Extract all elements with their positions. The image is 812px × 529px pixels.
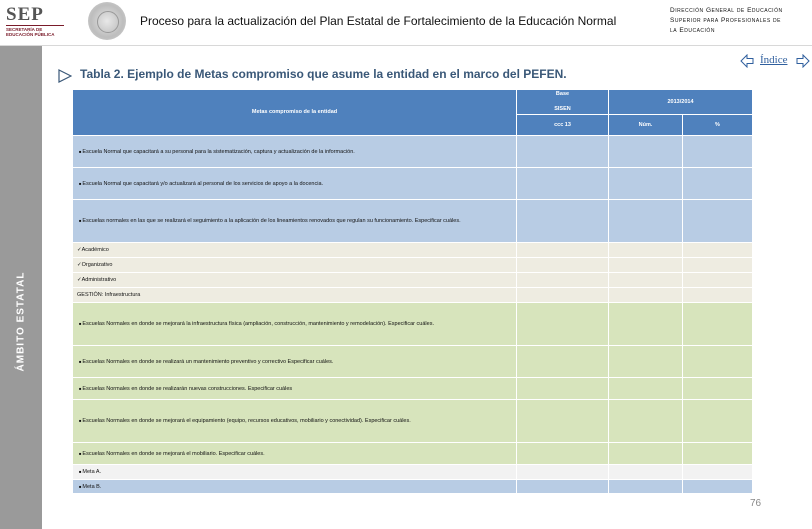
row-value-cell[interactable] [609,465,683,480]
row-value-cell[interactable] [609,480,683,494]
header-meta: Metas compromiso de la entidad [73,90,517,136]
row-value-cell[interactable] [609,346,683,378]
table-row [73,443,753,465]
row-value-cell[interactable] [517,136,609,168]
row-value-cell[interactable] [683,443,753,465]
row-value-cell[interactable] [609,136,683,168]
row-value-cell[interactable] [517,168,609,200]
row-value-cell[interactable] [683,288,753,303]
row-value-cell[interactable] [683,136,753,168]
row-goal-label: Escuelas Normales en donde se realizarán nuevas construcciones. Especificar cuáles [82,385,293,392]
sep-logo [6,4,68,42]
table-row [73,480,753,494]
table-row [73,200,753,243]
dgesu-label [670,6,810,36]
sep-logo-subtitle: SECRETARÍA DE EDUCACIÓN PÚBLICA [6,27,55,37]
header-num: Núm. [609,115,683,136]
triangle-marker-icon [58,69,72,83]
table-row [73,400,753,443]
row-value-cell[interactable] [683,400,753,443]
row-value-cell[interactable] [517,200,609,243]
table-row [73,258,753,273]
row-value-cell[interactable] [517,480,609,494]
row-goal-label: Meta B. [82,483,102,490]
sep-logo-text: SEP [6,4,44,25]
row-value-cell[interactable] [683,258,753,273]
row-goal-label: ✓Organizativo [77,261,113,268]
row-value-cell[interactable] [609,243,683,258]
header-pct: % [683,115,753,136]
row-goal-label: ✓Académico [77,246,109,253]
row-value-cell[interactable] [609,288,683,303]
row-goal-text [73,200,517,243]
row-goal-text [73,303,517,346]
row-value-cell[interactable] [683,168,753,200]
sidebar [0,46,42,529]
row-goal-label: Escuelas Normales en donde se realizará un mantenimiento preventivo y correctivo Especificar cuáles. [82,358,334,365]
table-title: Tabla 2. Ejemplo de Metas compromiso que asume la entidad en el marco del PEFEN. [80,67,567,81]
row-value-cell[interactable] [609,443,683,465]
coat-of-arms-icon [88,2,126,40]
row-value-cell[interactable] [609,273,683,288]
row-value-cell[interactable] [683,303,753,346]
row-value-cell[interactable] [517,303,609,346]
dgesu-line-2: Superior para Profesionales de [670,17,781,24]
row-goal-text [73,136,517,168]
page-number: 76 [750,498,762,509]
header [0,0,812,46]
row-goal-text [73,480,517,494]
row-goal-label: GESTIÓN: Infraestructura [77,291,141,298]
document-title: Proceso para la actualización del Plan Estatal de Fortalecimiento de la Educación Normal [140,14,617,28]
table-row [73,465,753,480]
header-base-line-1: Base [555,91,570,97]
row-goal-text [73,168,517,200]
table-row [73,378,753,400]
table-row [73,136,753,168]
row-value-cell[interactable] [517,243,609,258]
row-value-cell[interactable] [517,465,609,480]
row-value-cell[interactable] [517,378,609,400]
arrow-left-icon[interactable] [740,54,754,68]
row-value-cell[interactable] [683,480,753,494]
goals-table [72,89,752,497]
header-base [517,90,609,115]
table-row [73,346,753,378]
sep-logo-bar [6,25,64,26]
row-goal-text [73,400,517,443]
row-goal-label: Escuelas Normales en donde se mejorará el equipamiento (equipo, recursos educativos, mobiliario y conectividad). Especificar cuáles. [82,418,411,424]
header-base-ccc: ccc 13 [517,115,609,136]
row-value-cell[interactable] [683,243,753,258]
row-goal-text [73,443,517,465]
row-value-cell[interactable] [609,168,683,200]
header-year: 2013/2014 [609,90,753,115]
header-base-line-2: SISEN [554,106,571,112]
row-goal-label: Escuelas Normales en donde se mejorará la infraestructura física (ampliación, construcción, mantenimiento y remodelación). Especificar cuáles. [82,321,434,327]
row-goal-text [73,243,517,258]
row-value-cell[interactable] [517,273,609,288]
row-value-cell[interactable] [683,346,753,378]
row-goal-text [73,258,517,273]
table-row [73,168,753,200]
row-value-cell[interactable] [609,258,683,273]
index-link[interactable]: Índice [760,54,788,66]
row-goal-text [73,273,517,288]
header-divider [0,45,812,46]
row-goal-text [73,465,517,480]
row-value-cell[interactable] [683,273,753,288]
row-goal-text [73,288,517,303]
row-value-cell[interactable] [517,443,609,465]
row-goal-label: Escuela Normal que capacitará y/o actualizará al personal de los servicios de apoyo a la docencia. [82,180,324,187]
row-goal-label: Escuelas Normales en donde se mejorará el mobiliario. Especificar cuáles. [82,450,265,457]
table-body [73,136,753,494]
sidebar-label: ÁMBITO ESTATAL [15,271,27,372]
table-row [73,288,753,303]
row-value-cell[interactable] [517,400,609,443]
row-value-cell[interactable] [683,200,753,243]
row-value-cell[interactable] [609,400,683,443]
row-value-cell[interactable] [609,378,683,400]
row-value-cell[interactable] [609,200,683,243]
row-goal-label: Escuela Normal que capacitará a su personal para la sistematización, captura y actualización de la información. [82,148,355,155]
dgesu-line-1: Dirección General de Educación [670,7,783,14]
row-value-cell[interactable] [517,346,609,378]
table-row [73,243,753,258]
row-goal-text [73,346,517,378]
row-value-cell[interactable] [517,258,609,273]
table-row [73,303,753,346]
row-goal-text [73,378,517,400]
row-value-cell[interactable] [517,288,609,303]
row-value-cell[interactable] [683,465,753,480]
row-value-cell[interactable] [609,303,683,346]
arrow-right-icon[interactable] [796,54,810,68]
row-goal-label: Meta A. [82,469,102,475]
row-goal-label: ✓Administrativo [77,276,117,283]
row-goal-label: Escuelas normales en las que se realizará el seguimiento a la aplicación de los lineamientos renovados que regulan su funcionamiento. Especificar cuáles. [82,218,461,224]
table-row [73,273,753,288]
row-value-cell[interactable] [683,378,753,400]
dgesu-line-3: la Educación [670,27,715,34]
